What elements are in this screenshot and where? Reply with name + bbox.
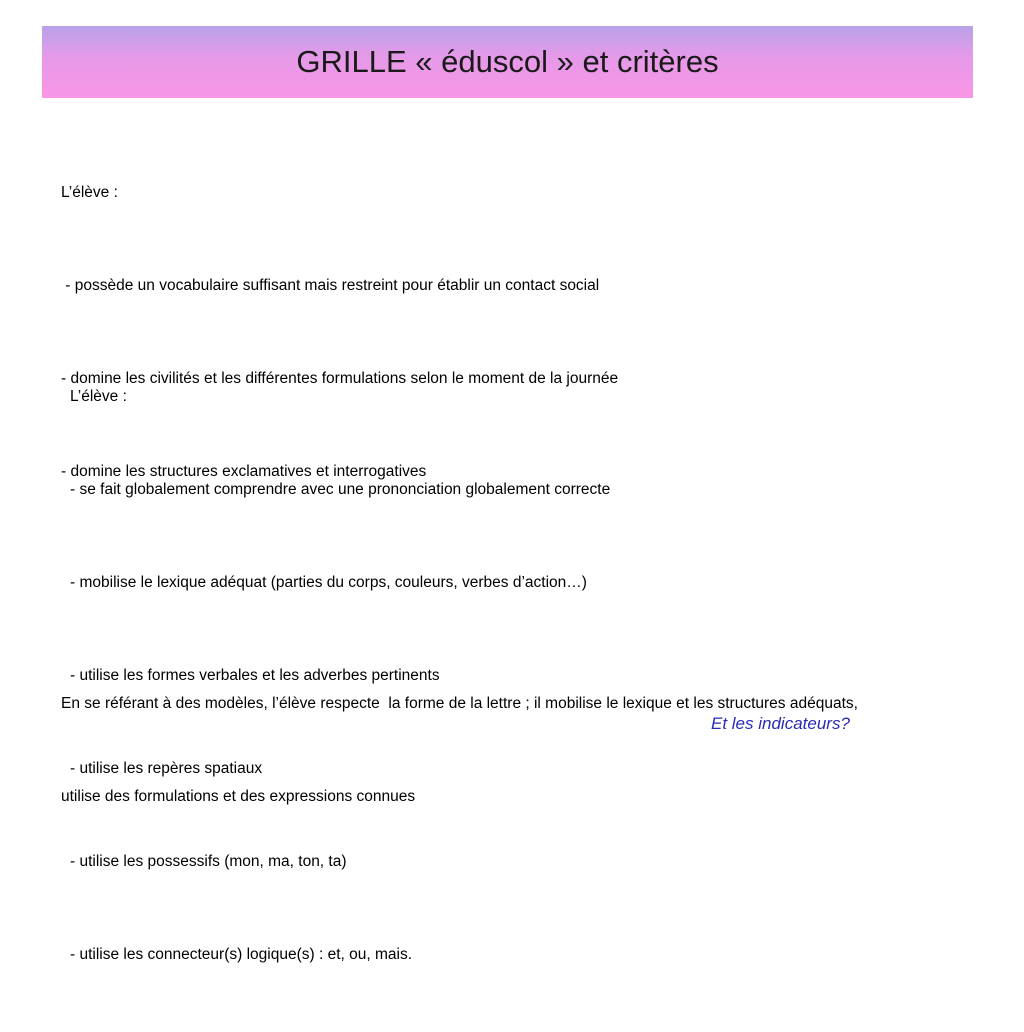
criteria-line: - utilise les repères spatiaux — [70, 760, 263, 777]
criteria-line: - se fait globalement comprendre avec une prononciation globalement correcte — [70, 481, 611, 498]
criteria-line: - domine les civilités et les différentes formulations selon le moment de la journée — [61, 370, 619, 387]
indicators-question: Et les indicateurs? — [711, 714, 850, 733]
slide-title: GRILLE « éduscol » et critères — [296, 44, 719, 79]
criteria-block-3 — [61, 626, 858, 874]
criteria-line: utilise des formulations et des expressions connues — [61, 788, 416, 805]
criteria-line: - domine les structures exclamatives et interrogatives — [61, 463, 427, 480]
criteria-line: - possède un vocabulaire suffisant mais restreint pour établir un contact social — [61, 277, 600, 294]
criteria-line: - utilise les possessifs (mon, ma, ton, ta) — [70, 853, 347, 870]
criteria-line: L’élève : — [61, 184, 118, 201]
criteria-line: - utilise les formes verbales et les adverbes pertinents — [70, 667, 440, 684]
criteria-line: - utilise les connecteur(s) logique(s) : et, ou, mais. — [70, 946, 412, 963]
criteria-line: L’élève : — [70, 388, 127, 405]
title-banner — [42, 26, 973, 98]
criteria-line: - mobilise le lexique adéquat (parties du corps, couleurs, verbes d’action…) — [70, 574, 587, 591]
criteria-line: En se référant à des modèles, l’élève respecte la forme de la lettre ; il mobilise le lexique et les structures adéquats, — [61, 695, 858, 712]
